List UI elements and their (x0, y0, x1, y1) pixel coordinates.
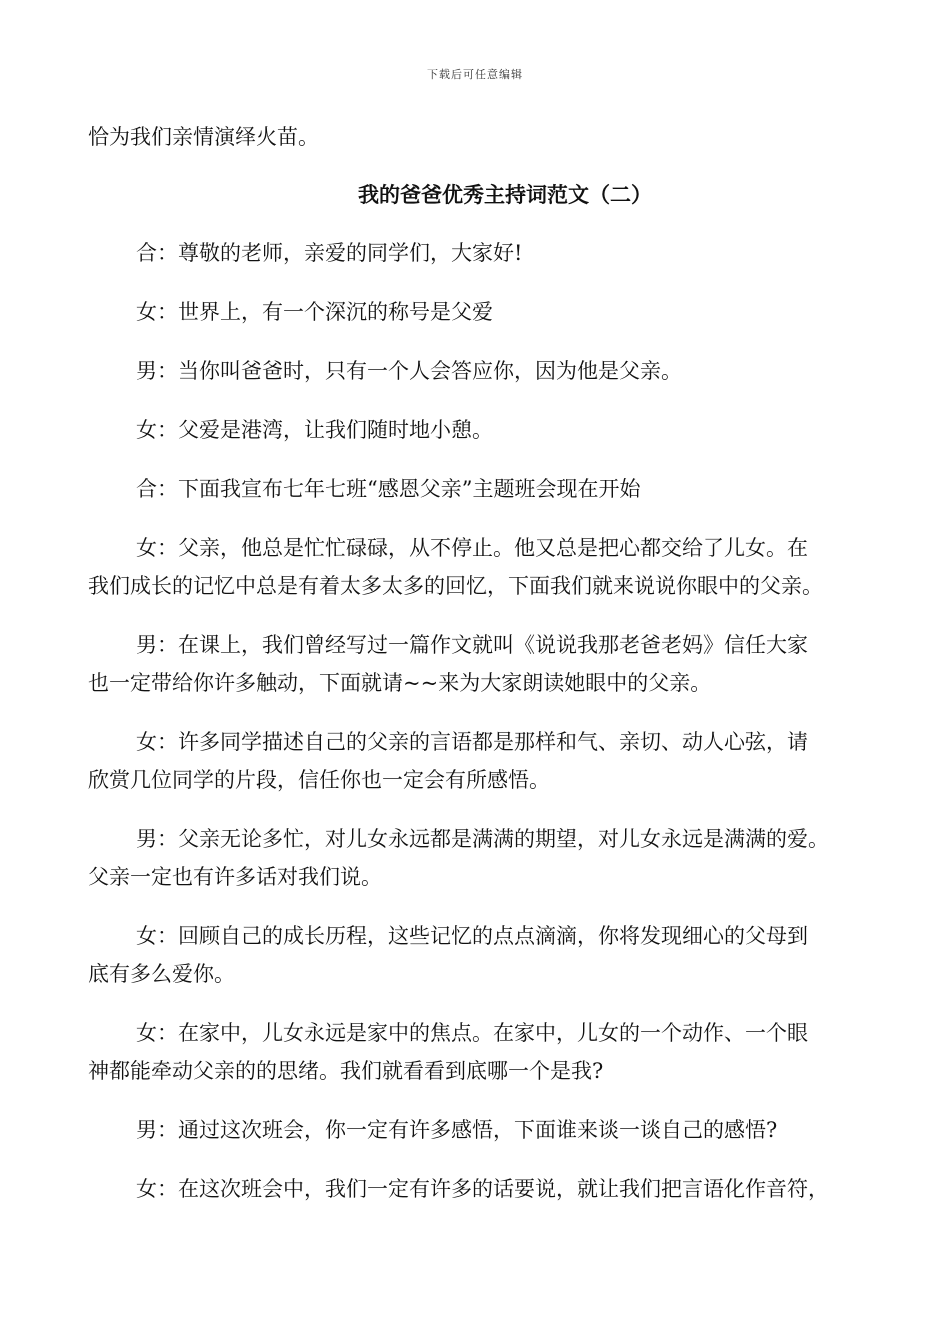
paragraph-line: 女：回顾自己的成长历程，这些记忆的点点滴滴，你将发现细心的父母到 (136, 924, 808, 948)
paragraph-line: 也一定带给你许多触动，下面就请~~来为大家朗读她眼中的父亲。 (88, 671, 712, 695)
paragraph-line: 女：父亲，他总是忙忙碌碌，从不停止。他又总是把心都交给了儿女。在 (136, 536, 808, 560)
paragraph (88, 470, 862, 508)
document-body (88, 118, 862, 1208)
paragraph-line: 男：在课上，我们曾经写过一篇作文就叫《说说我那老爸老妈》信任大家 (136, 633, 808, 657)
paragraph (88, 723, 862, 799)
header-note: 下载后可任意编辑 (427, 68, 523, 81)
paragraph (88, 1111, 862, 1149)
paragraph-line: 欣赏几位同学的片段，信任你也一定会有所感悟。 (88, 768, 550, 792)
paragraph-line: 女：父爱是港湾，让我们随时地小憩。 (136, 418, 493, 442)
paragraph-line: 合：下面我宣布七年七班“感恩父亲”主题班会现在开始 (136, 477, 641, 501)
paragraph-line: 男：通过这次班会，你一定有许多感悟，下面谁来谈一谈自己的感悟? (136, 1118, 778, 1142)
paragraph-line: 底有多么爱你。 (88, 962, 235, 986)
paragraph (88, 293, 862, 331)
paragraph (88, 234, 862, 272)
paragraph-line: 女：许多同学描述自己的父亲的言语都是那样和气、亲切、动人心弦，请 (136, 730, 808, 754)
paragraph-line: 女：在家中，儿女永远是家中的焦点。在家中，儿女的一个动作、一个眼 (136, 1021, 808, 1045)
paragraph (88, 626, 862, 702)
paragraph-line: 女：世界上，有一个深沉的称号是父爱 (136, 300, 493, 324)
paragraph-line: 神都能牵动父亲的的思绪。我们就看看到底哪一个是我? (88, 1059, 604, 1083)
paragraph-line: 父亲一定也有许多话对我们说。 (88, 865, 382, 889)
paragraph-line: 男：当你叫爸爸时，只有一个人会答应你，因为他是父亲。 (136, 359, 682, 383)
carry-over-line: 恰为我们亲情演绎火苗。 (88, 125, 319, 149)
paragraph (88, 411, 862, 449)
paragraph-line: 女：在这次班会中，我们一定有许多的话要说，就让我们把言语化作音符， (136, 1177, 829, 1201)
paragraph (88, 1014, 862, 1090)
paragraph (88, 1170, 862, 1208)
document-title: 我的爸爸优秀主持词范文（二） (358, 182, 652, 207)
paragraph (88, 917, 862, 993)
paragraph (88, 529, 862, 605)
paragraph-line: 我们成长的记忆中总是有着太多太多的回忆，下面我们就来说说你眼中的父亲。 (88, 574, 823, 598)
paragraph-line: 男：父亲无论多忙，对儿女永远都是满满的期望，对儿女永远是满满的爱。 (136, 827, 829, 851)
paragraph (88, 352, 862, 390)
paragraph-line: 合：尊敬的老师，亲爱的同学们，大家好! (136, 241, 523, 265)
paragraph (88, 820, 862, 896)
